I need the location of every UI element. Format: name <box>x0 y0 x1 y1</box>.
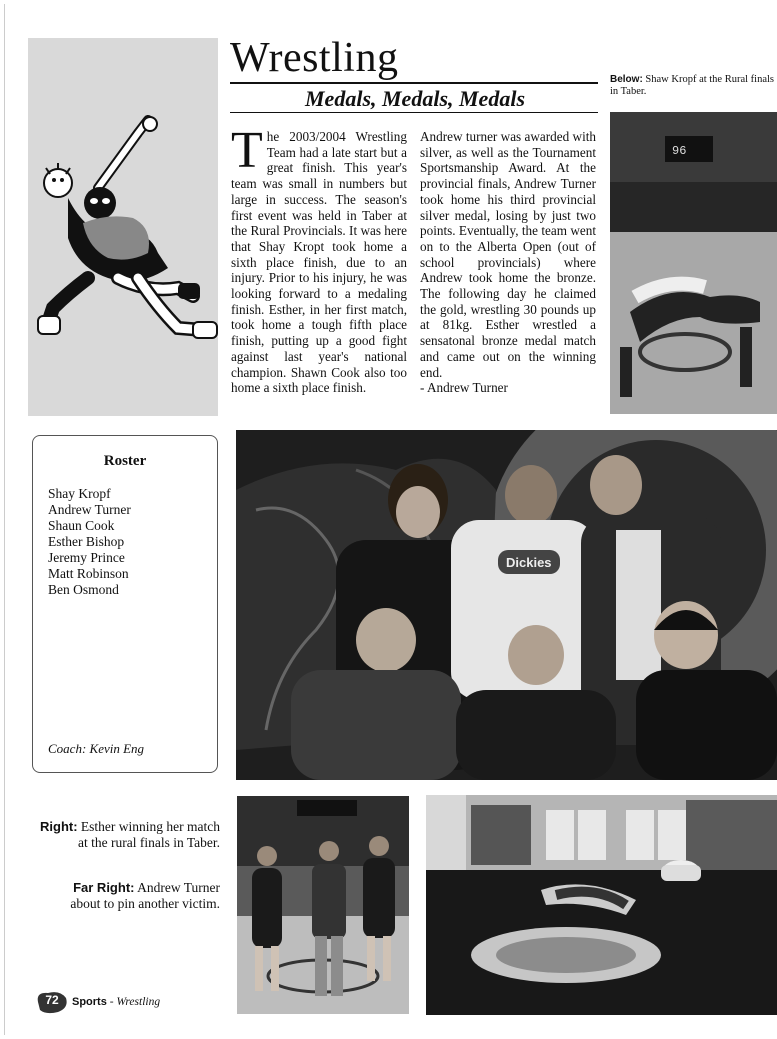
footer-separator: - <box>106 996 117 1008</box>
scoreboard-text: 96 <box>672 144 687 158</box>
photo-esther-match <box>237 796 409 1014</box>
roster-member: Shaun Cook <box>48 518 115 533</box>
caption-below-text: Shaw Kropf at the Rural finals <box>645 74 775 85</box>
caption-right-text: Esther winning her match at the rural finals in Taber. <box>77 819 221 850</box>
photo-team <box>236 430 777 780</box>
photo-rural-finals <box>610 112 777 414</box>
caption-below-label: Below: <box>610 74 643 85</box>
page-title: Wrestling <box>230 35 399 81</box>
wrestling-match-photo-icon <box>610 112 777 414</box>
footer-section: Sports <box>72 996 107 1008</box>
caption-below-text-2: in Taber. <box>610 86 647 97</box>
roster-member: Jeremy Prince <box>48 550 125 565</box>
article-text-2: Andrew turner was awarded with silver, as well as the Tournament Sportsmanship Award. At the provincial finals, Andrew Turner took home his third provincial silver medal, losing by just two points. Eventually, the team went on to the Alberta Open (out of school provincials) where Andrew took home the bronze. The following day he claimed the gold, wrestling 30 pounds up at 81kg. Esther wrestled a sensatonal bronze medal match and came out on the winning end. <box>420 129 596 380</box>
roster-box <box>32 435 218 773</box>
roster-member: Andrew Turner <box>48 502 131 517</box>
caption-right-label: Right: <box>40 819 78 834</box>
caption-right-photo <box>40 819 220 851</box>
page-footer <box>36 990 160 1014</box>
page-subtitle: Medals, Medals, Medals <box>305 86 525 111</box>
footer-label <box>72 996 160 1008</box>
drop-cap: T <box>231 122 263 179</box>
wrestling-cartoon-illustration <box>28 38 218 416</box>
roster-member: Matt Robinson <box>48 566 129 581</box>
roster-title: Roster <box>103 453 147 469</box>
referee-match-photo-icon <box>237 796 409 1014</box>
gym-match-photo-icon <box>426 795 777 1015</box>
caption-below <box>610 74 777 98</box>
article-text-1: he 2003/2004 Wrestling Team had a late start but a great finish. This year's team was small in numbers but large in success. The season's first event was held in Taber at the Rural Provincials. It was here that Shay Kropt took home a sixth place finish, due to an injury. Prior to his injury, he was looking forward to a medaling finish. Esther, in her first match, took home a tough fifth place finish, putting up a good fight against last year's national champion. Shawn Cook also too home a sixth place finish. <box>231 129 407 396</box>
photo-andrew-pin <box>426 795 777 1015</box>
caption-far-right-photo <box>40 880 220 912</box>
roster-list <box>48 486 131 598</box>
page-number: 72 <box>45 993 59 1007</box>
roster-member: Shay Kropf <box>48 486 111 501</box>
team-group-photo-icon <box>236 430 777 780</box>
caption-far-right-label: Far Right: <box>73 880 135 895</box>
article-author: - Andrew Turner <box>420 380 508 396</box>
subtitle-divider <box>230 112 598 113</box>
shirt-text: Dickies <box>506 555 552 570</box>
caption-far-right-text: Andrew Turner about to pin another victim. <box>70 880 220 911</box>
roster-member: Esther Bishop <box>48 534 125 549</box>
footer-subsection: Wrestling <box>116 996 161 1008</box>
page-number-badge <box>36 990 68 1014</box>
roster-member: Ben Osmond <box>48 582 119 597</box>
cartoon-wrestlers-icon <box>28 38 218 416</box>
title-divider <box>230 82 598 84</box>
article-column-2 <box>420 129 596 396</box>
roster-coach: Coach: Kevin Eng <box>48 741 145 756</box>
article-column-1 <box>231 122 407 396</box>
